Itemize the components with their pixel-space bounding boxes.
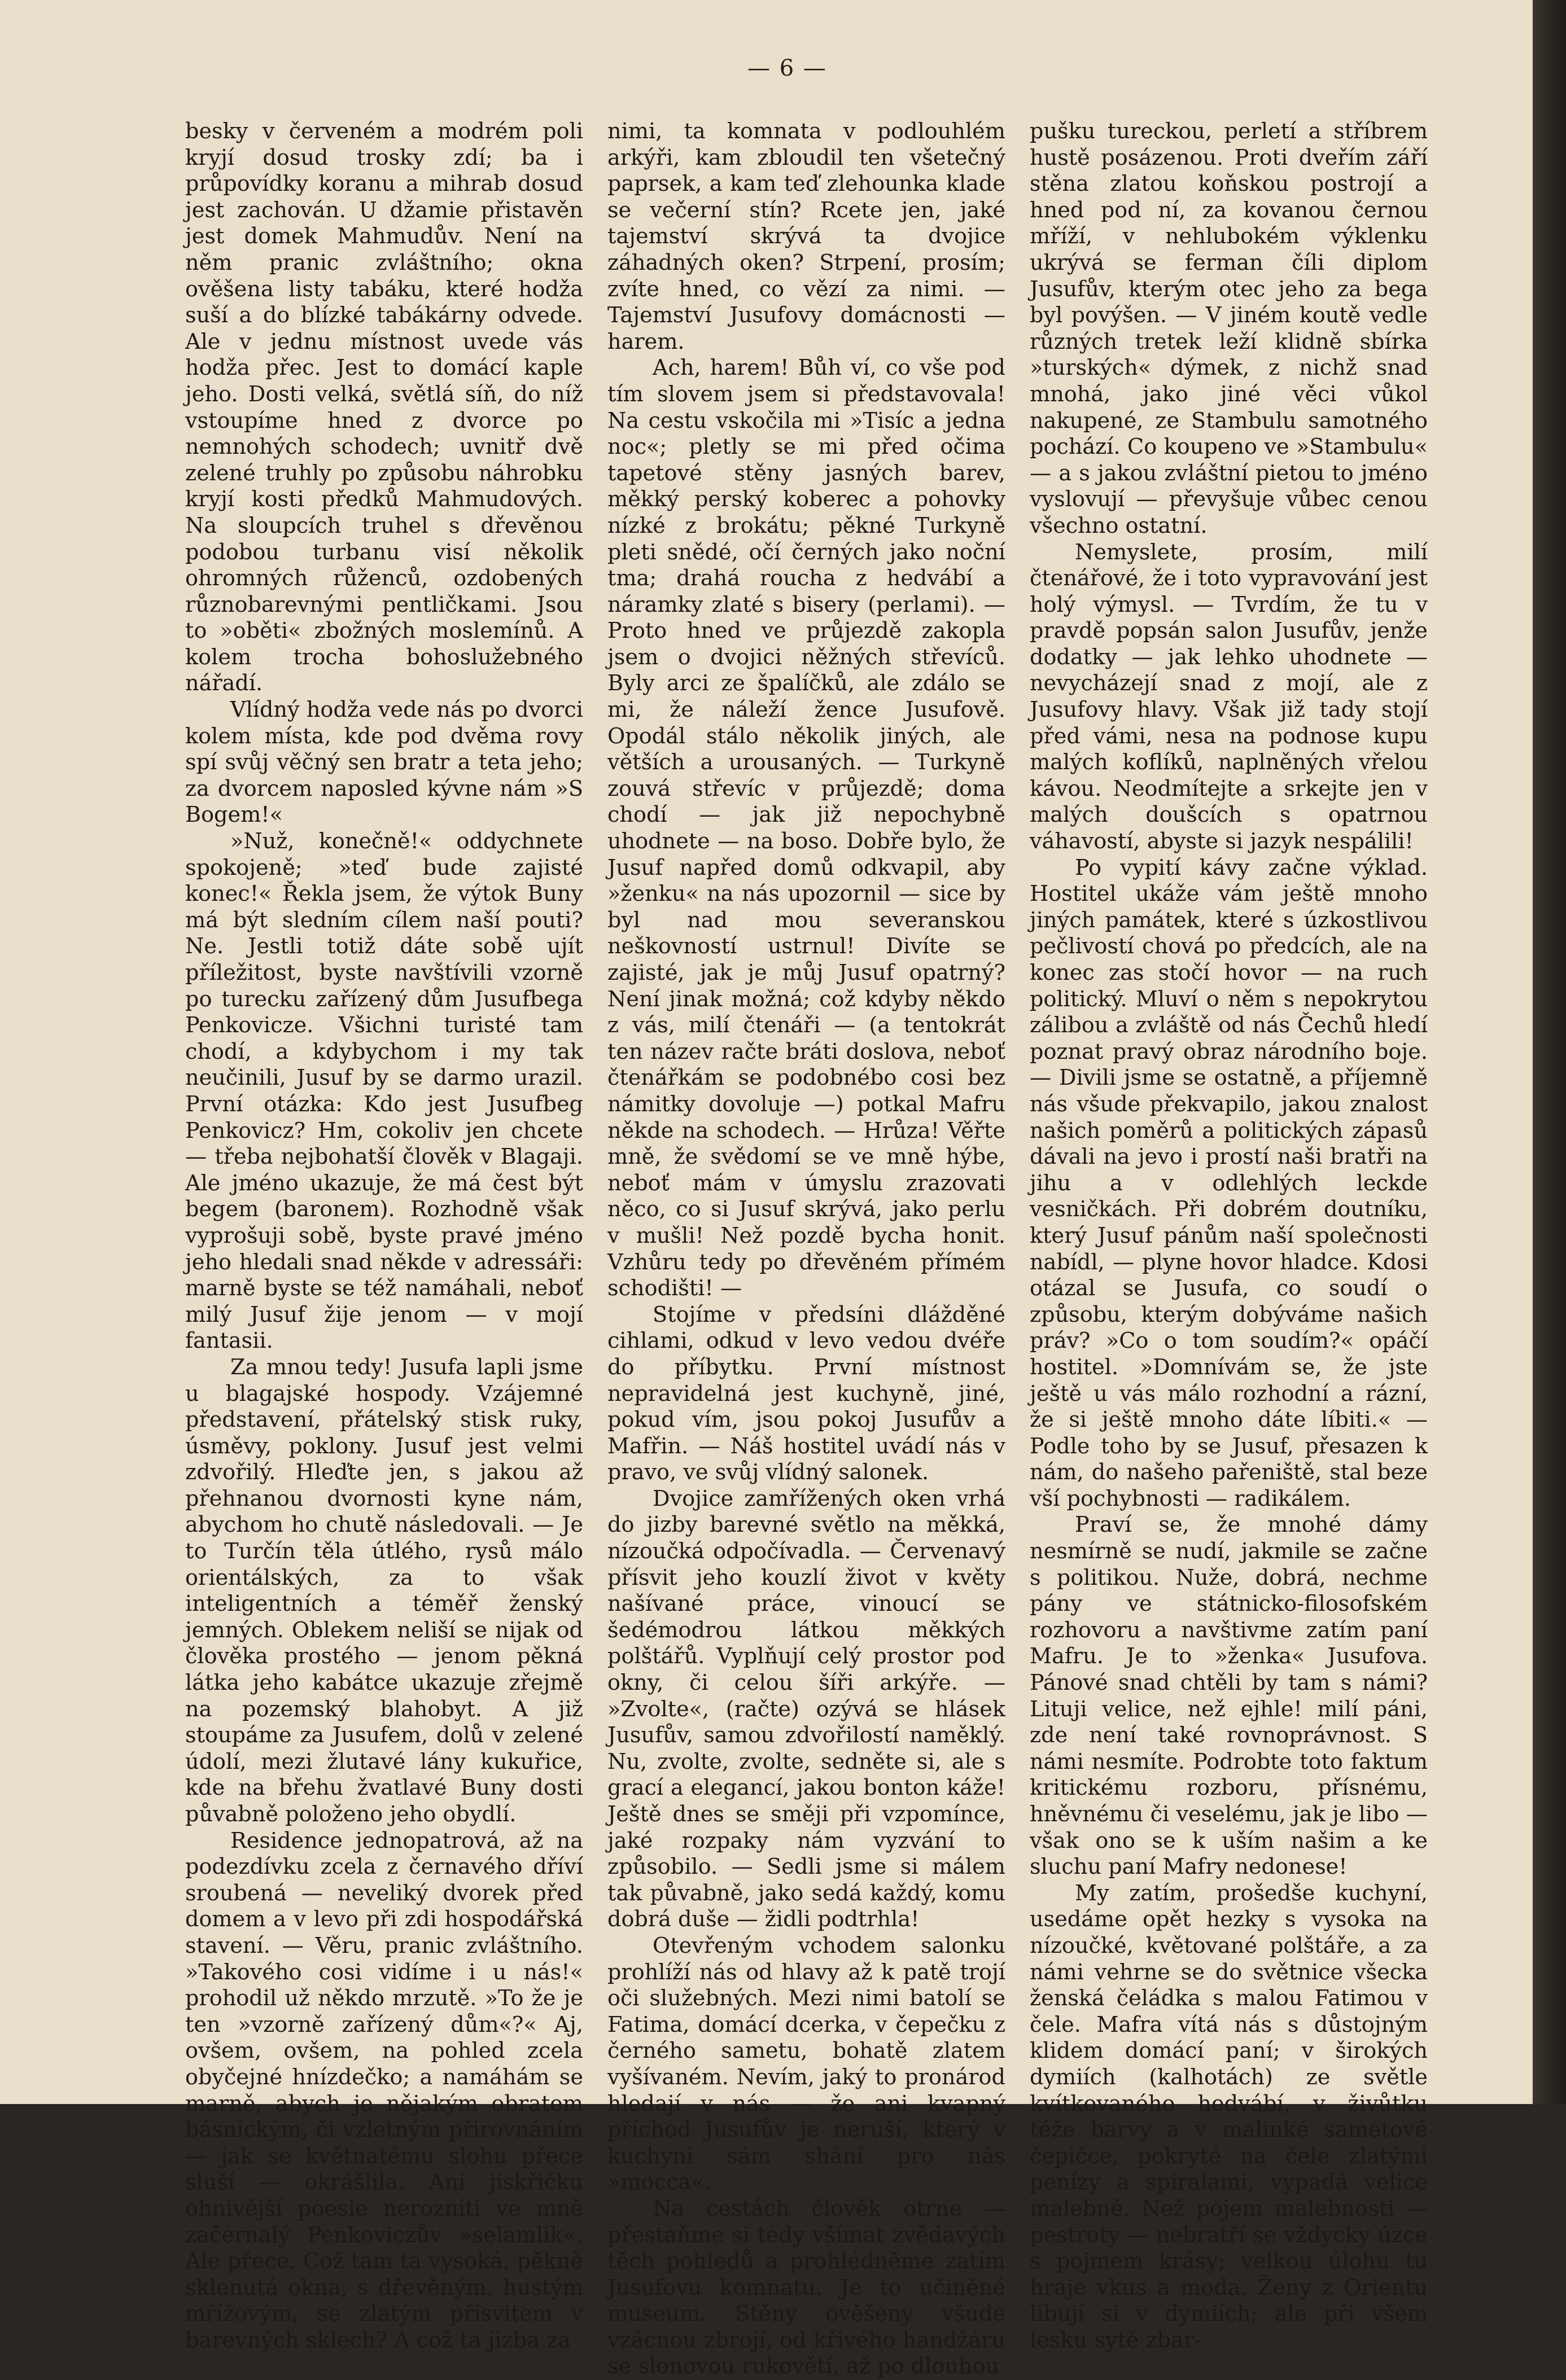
paragraph: Za mnou tedy! Jusufa lapli jsme u blagajské hospody. Vzájemné představení, přátelský stisk ruky, úsměvy, poklony. Jusuf jest velmi zdvořilý. Hleďte jen, s jakou až přehnanou dvornosti kyne nám, abychom ho chutě následovali. — Je to Turčín těla útlého, rysů málo orientálských, za to však inteligentních a téměř ženský jemných. Oblekem neliší se nijak od člověka prostého — jenom pěkná látka jeho kabátce ukazuje zřejmě na pozemský blahobyt. A již stoupáme za Jusufem, dolů v zelené údolí, mezi žlutavé lány kukuřice, kde na břehu žvatlavé Buny dosti půvabně položeno jeho obydlí. xyxy=(185,1355,583,1827)
paragraph: Stojíme v předsíni dlážděné cihlami, odkud v levo vedou dvéře do příbytku. První místnost nepravidelná jest kuchyně, jiné, pokud vím, jsou pokoj Jusufův a Mafřin. — Náš hostitel uvádí nás v pravo, ve svůj vlídný salonek. xyxy=(607,1302,1005,1485)
paragraph: pušku tureckou, perletí a stříbrem hustě posázenou. Proti dveřím září stěna zlatou koňskou postrojí a hned pod ní, za kovanou černou mříží, v nehlubokém výklenku ukrývá se ferman číli diplom Jusufův, kterým otec jeho za bega byl povýšen. — V jiném koutě vedle různých tretek leží klidně sbírka »turských« dýmek, z nichž snad mnohá, jako jiné věci vůkol nakupené, ze Stambulu samotného pochází. Co koupeno ve »Stambulu« — a s jakou zvláštní pietou to jméno vyslovují — převyšuje vůbec cenou všechno ostatní. xyxy=(1030,119,1428,538)
paragraph: My zatím, prošedše kuchyní, usedáme opět hezky s vysoka na nízoučké, květované polštáře, a za námi vehrne se do světnice všecka ženská čeládka s malou Fatimou v čele. Mafra vítá nás s důstojným klidem domácí paní; v širokých dymiích (kalhotách) ze světle kvítkovaného hedvábí, v živůtku téže barvy a v malinké sametové čepičce, pokryté na čele zlatými penízy a spiralami, vypadá velice malebně. Než pojem malebnosti — pestroty — nebratří se vždycky úzce s pojmem krásy; velkou úlohu tu hraje vkus a moda. Ženy z Orientu libují si v dymiích; ale při všem lesku sytě zbar- xyxy=(1030,1881,1428,2353)
paragraph: Na cestách člověk otrne — přestaňme si tedy všímat zvědavých těch pohledů a prohlédněme zatím Jusufovu komnatu. Je to učiněné museum. Stěny ověšeny všude vzácnou zbrojí, od křivého handžáru se slonovou rukovětí, až po dlouhou xyxy=(607,2196,1005,2379)
paragraph: Ach, harem! Bůh ví, co vše pod tím slovem jsem si představovala! Na cestu vskočila mi »Tisíc a jedna noc«; pletly se mi před očima tapetové stěny jasných barev, měkký perský koberec a pohovky nízké z brokátu; pěkné Turkyně pleti snědé, očí černých jako noční tma; drahá roucha z hedvábí a náramky zlaté s bisery (perlami). — Proto hned ve průjezdě zakopla jsem o dvojici něžných střevíců. Byly arci ze špalíčků, ale zdálo se mi, že náleží žence Jusufově. Opodál stálo několik jiných, ale větších a urousaných. — Turkyně zouvá střevíc v průjezdě; doma chodí — jak již nepochybně uhodnete — na boso. Dobře bylo, že Jusuf napřed domů odkvapil, aby »ženku« na nás upozornil — sice by byl nad mou severanskou neškovností ustrnul! Divíte se zajisté, jak je můj Jusuf opatrný? Není jinak možná; což kdyby někdo z vás, milí čtenáři — (a tentokrát ten název račte bráti doslova, neboť čtenářkám se podobnébo cosi bez námitky dovoluje —) potkal Mafru někde na schodech. — Hrůza! Věřte mně, že svědomí se ve mně hýbe, neboť mám v úmyslu zrazovati něco, co si Jusuf skrývá, jako perlu v mušli! Než pozdě bycha honit. Vzhůru tedy po dřevěném přímém schodišti! — xyxy=(607,356,1005,1301)
paragraph: nimi, ta komnata v podlouhlém arkýři, kam zbloudil ten všetečný paprsek, a kam teď zlehounka klade se večerní stín? Rcete jen, jaké tajemství skrývá ta dvojice záhadných oken? Strpení, prosím; zvíte hned, co vězí za nimi. — Tajemství Jusufovy domácnosti — harem. xyxy=(607,119,1005,354)
paragraph: »Nuž, konečně!« oddychnete spokojeně; »teď bude zajisté konec!« Řekla jsem, že výtok Buny má být sledním cílem naší pouti? Ne. Jestli totiž dáte sobě ujít příležitost, byste navštívili vzorně po turecku zařízený dům Jusufbega Penkovicze. Všichni turisté tam chodí, a kdybychom i my tak neučinili, Jusuf by se darmo urazil. První otázka: Kdo jest Jusufbeg Penkovicz? Hm, cokoliv jen chcete — třeba nejbohatší člověk v Blagaji. Ale jméno ukazuje, že má čest být begem (baronem). Rozhodně však vyprošuji sobě, byste pravé jméno jeho hledali snad někde v adressáři: marně byste se též namáhali, neboť milý Jusuf žije jenom — v mojí fantasii. xyxy=(185,829,583,1354)
paragraph: Residence jednopatrová, až na podezdívku zcela z černavého dříví sroubená — neveliký dvorek před domem a v levo při zdi hospodářská stavení. — Věru, pranic zvláštního. »Takového cosi vidíme i u nás!« prohodil už někdo mrzutě. »To že je ten »vzorně zařízený dům«?« Aj, ovšem, ovšem, na pohled zcela obyčejné hnízdečko; a namáhám se marně, abych je nějakým obratem básnickým, či vzletným přirovnáním — jak se květnatému slohu přece sluší — okrášlila. Ani jiskřičku ohnivější poesie nerozníti ve mně začernalý Penkoviczův »selamlik«. Ale přece. Což tam ta vysoká, pěkně sklenutá okna, s dřevěným, hustým mřížovým, se zlatým přísvitem v barevných sklech? A což ta jizba za xyxy=(185,1828,583,2353)
paragraph: Po vypití kávy začne výklad. Hostitel ukáže vám ještě mnoho jiných památek, které s úzkostlivou pečlivostí chová po předcích, ale na konec zas stočí hovor — na ruch politický. Mluví o něm s nepokrytou zálibou a zvláště od nás Čechů hledí poznat pravý obraz národního boje. — Divili jsme se ostatně, a příjemně nás všude překvapilo, jakou znalost našich poměrů a politických zápasů dávali na jevo i prostí naši bratři na jihu a v odlehlých leckde vesničkách. Při dobrém doutníku, který Jusuf pánům naší společnosti nabídl, — plyne hovor hladce. Kdosi otázal se Jusufa, co soudí o způsobu, kterým dobýváme našich práv? »Co o tom soudím?« opáčí hostitel. »Domnívám se, že jste ještě u vás málo rozhodní a rázní, že si ještě mnoho dáte líbiti.« — Podle toho by se Jusuf, přesazen k nám, do našeho pařeniště, stal beze vší pochybnosti — radikálem. xyxy=(1030,855,1428,1511)
page-number: — 6 — xyxy=(747,55,827,81)
paragraph: Otevřeným vchodem salonku prohlíží nás od hlavy až k patě trojí oči služebných. Mezi nimi batolí se Fatima, domácí dcerka, v čepečku z černého sametu, bohatě zlatem vyšívaném. Nevím, jaký to pronárod hledají v nás — že ani kvapný příchod Jusufův je neruší, který v kuchyni sám shání pro nás »mocca«. xyxy=(607,1933,1005,2195)
paragraph: Praví se, že mnohé dámy nesmírně se nudí, jakmile se začne s politikou. Nuže, dobrá, nechme pány ve státnicko-filosofském rozhovoru a navštivme zatím paní Mafru. Je to »ženka« Jusufova. Pánové snad chtěli by tam s námi? Lituji velice, než ejhle! milí páni, zde není také rovnoprávnost. S námi nesmíte. Podrobte toto faktum kritickému rozboru, přísnému, hněvnému či veselému, jak je libo — však ono se k uším našim a ke sluchu paní Mafry nedonese! xyxy=(1030,1513,1428,1880)
book-binding-edge xyxy=(1533,0,1566,2104)
paragraph: Nemyslete, prosím, milí čtenářové, že i toto vypravování jest holý výmysl. — Tvrdím, že tu v pravdě popsán salon Jusufův, jenže dodatky — jak lehko uhodnete — nevycházejí snad z mojí, ale z Jusufovy hlavy. Však již tady stojí před vámi, nesa na podnose kupu malých koflíků, naplněných vřelou kávou. Neodmítejte a srkejte jen v malých doušcích s opatrnou váhavostí, abyste si jazyk nespálili! xyxy=(1030,540,1428,854)
paragraph: Vlídný hodža vede nás po dvorci kolem místa, kde pod dvěma rovy spí svůj věčný sen bratr a teta jeho; za dvorcem naposled kývne nám »S Bogem!« xyxy=(185,698,583,828)
paragraph: Dvojice zamřížených oken vrhá do jizby barevné světlo na měkká, nízoučká odpočívadla. — Červenavý přísvit jeho kouzlí život v květy našívané práce, vinoucí se šedémodrou látkou měkkých polštářů. Vyplňují celý prostor pod okny, či celou šíři arkýře. — »Zvolte«, (račte) ozývá se hlásek Jusufův, samou zdvořilostí naměklý. Nu, zvolte, zvolte, sedněte si, ale s grací a elegancí, jakou bonton káže! Ještě dnes se směji při vzpomínce, jaké rozpaky nám vyzvání to způsobilo. — Sedli jsme si málem tak půvabně, jako sedá každý, komu dobrá duše — židli podtrhla! xyxy=(607,1486,1005,1932)
text-column-3 xyxy=(1030,119,1428,2353)
text-column-2 xyxy=(607,119,1005,2380)
text-column-1 xyxy=(185,119,583,2353)
paragraph: besky v červeném a modrém poli kryjí dosud trosky zdí; ba i průpovídky koranu a mihrab dosud jest zachován. U džamie přistavěn jest domek Mahmudův. Není na něm pranic zvláštního; okna ověšena listy tabáku, které hodža suší a do blízké tabákárny odvede. Ale v jednu místnost uvede vás hodža přec. Jest to domácí kaple jeho. Dosti velká, světlá síň, do níž vstoupíme hned z dvorce po nemnohých schodech; uvnitř dvě zelené truhly po způsobu náhrobku kryjí kosti předků Mahmudových. Na sloupcích truhel s dřevěnou podobou turbanu visí několik ohromných růženců, ozdobených různobarevnými pentličkami. Jsou to »oběti« zbožných moslemínů. A kolem trocha bohoslužebného nářadí. xyxy=(185,119,583,696)
